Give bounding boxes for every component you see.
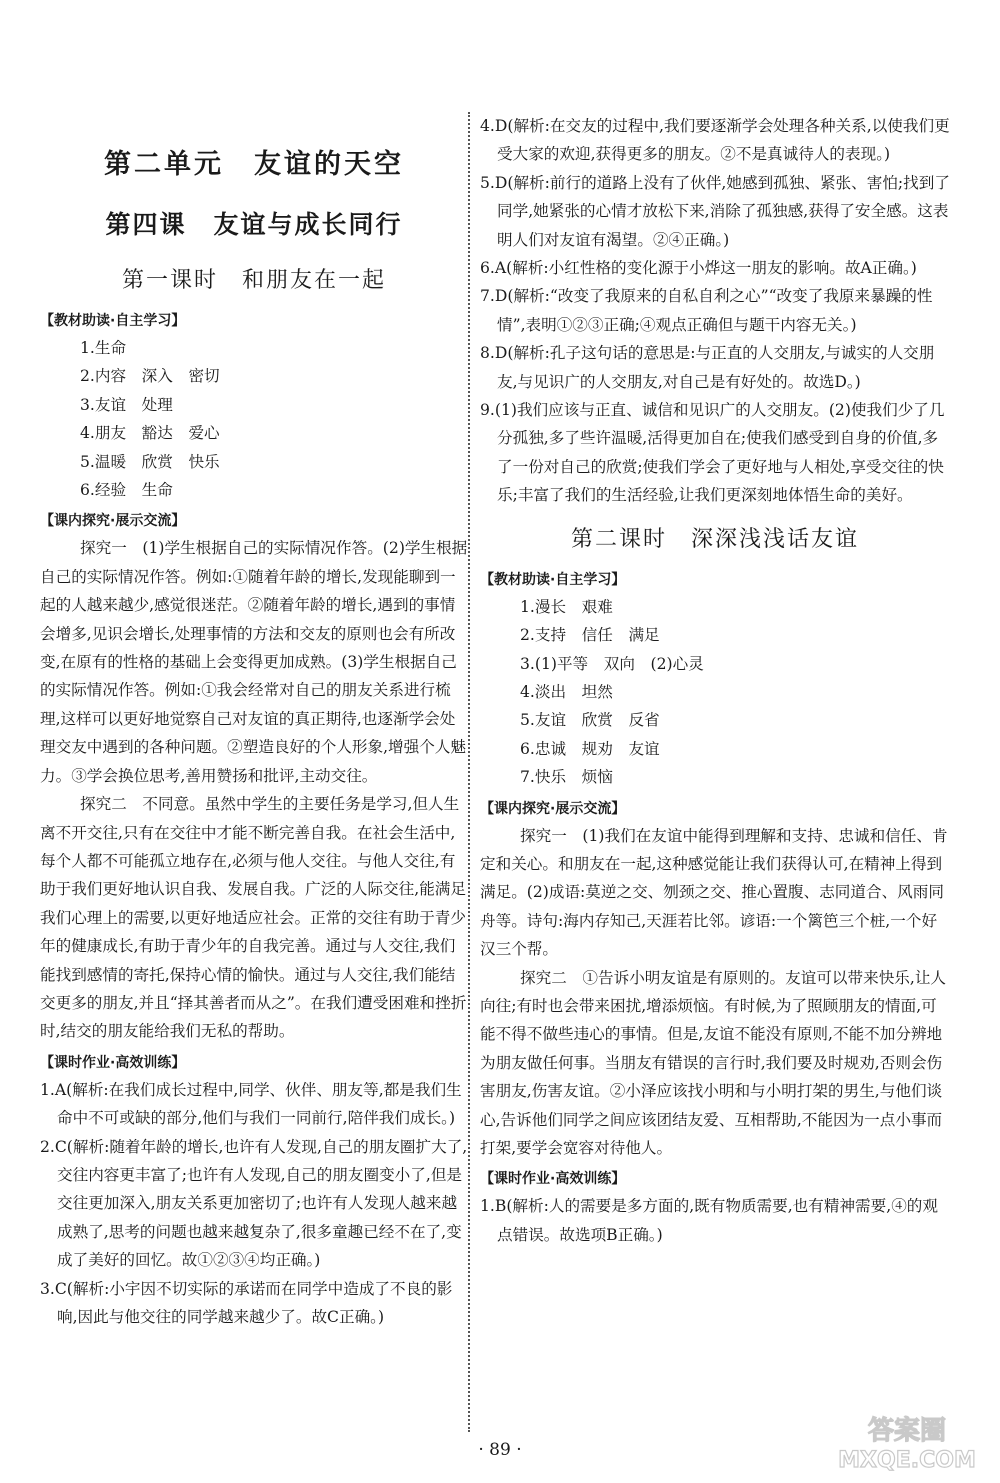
list-item: 7.快乐 烦恼 xyxy=(520,768,613,787)
list-item: 5.友谊 欣赏 反省 xyxy=(520,711,660,730)
answer-item: 6.A(解析:小红性格的变化源于小烨这一朋友的影响。故A正确。) xyxy=(480,259,917,278)
period2-tanjiu2 xyxy=(480,964,950,1163)
answer-item: 5.D(解析:前行的道路上没有了伙伴,她感到孤独、紧张、害怕;找到了同学,她紧张的心情才放松下来,消除了孤独感,获得了安全感。这表明人们对友谊有渴望。②④正确。) xyxy=(480,173,950,249)
period1-tanjiu2 xyxy=(40,790,468,1046)
right-column xyxy=(480,112,950,1249)
tanjiu-text: (1)我们在友谊中能得到理解和支持、忠诚和信任、肯定和关心。和朋友在一起,这种感觉能让我们获得认可,在精神上得到满足。(2)成语:莫逆之交、刎颈之交、推心置腹、志同道合、风雨同舟等。诗句:海内存知己,天涯若比邻。谚语:一个篱笆三个桩,一个好汉三个帮。 xyxy=(480,826,948,959)
tanjiu-label: 探究二 xyxy=(80,795,127,814)
watermark-bottom-text: MXQE.COM xyxy=(838,1448,976,1473)
watermark-logo xyxy=(832,1411,982,1473)
list-item: 6.忠诚 规劝 友谊 xyxy=(520,739,660,758)
column-divider xyxy=(468,112,470,1432)
period1-title: 第一课时 和朋友在一起 xyxy=(121,268,386,293)
page-number: · 89 · xyxy=(478,1440,522,1460)
answer-item: 4.D(解析:在交友的过程中,我们要逐渐学会处理各种关系,以使我们更受大家的欢迎,获得更多的朋友。②不是真诚待人的表现。) xyxy=(480,117,950,164)
list-item: 3.(1)平等 双向 (2)心灵 xyxy=(520,654,704,673)
list-item: 1.生命 xyxy=(80,339,127,357)
tanjiu-text: (1)学生根据自己的实际情况作答。(2)学生根据自己的实际情况作答。例如:①随着年龄的增长,发现能聊到一起的人越来越少,感觉很迷茫。②随着年龄的增长,遇到的事情会增多,见识会增长,处理事情的方法和交友的原则也会有所改变,在原有的性格的基础上会变得更加成熟。(3)学生根据自己的实际情况作答。例如:①我会经常对自己的朋友关系进行梳理,这样可以更好地觉察自己对友谊的真正期待,也逐渐学会处理交友中遇到的各种问题。②塑造良好的个人形象,增强个人魅力。③学会换位思考,善用赞扬和批评,主动交往。 xyxy=(40,539,468,785)
period2-section-reading-head: 【教材助读·自主学习】 xyxy=(480,571,626,588)
list-item: 6.经验 生命 xyxy=(80,481,173,500)
answer-item: 3.C(解析:小宇因不切实际的承诺而在同学中造成了不良的影响,因此与他交往的同学越来越少了。故C正确。) xyxy=(40,1279,453,1326)
list-item: 4.淡出 坦然 xyxy=(520,682,613,701)
period2-tanjiu1 xyxy=(480,822,950,964)
period2-title: 第二课时 深深浅浅话友谊 xyxy=(570,526,859,552)
list-item: 3.友谊 处理 xyxy=(80,395,173,414)
tanjiu-text: 不同意。虽然中学生的主要任务是学习,但人生离不开交往,只有在交往中才能不断完善自我。在社会生活中,每个人都不可能孤立地存在,必须与他人交往。与他人交往,有助于我们更好地认识自我、发展自我。广泛的人际交往,能满足我们心理上的需要,以更好地适应社会。正常的交往有助于青少年的健康成长,有助于青少年的自我完善。通过与人交往,我们能找到感情的寄托,保持心情的愉快。通过与人交往,我们能结交更多的朋友,并且“择其善者而从之”。在我们遭受困难和挫折时,结交的朋友能给我们无私的帮助。 xyxy=(40,795,467,1041)
list-item: 2.内容 深入 密切 xyxy=(80,367,220,386)
list-item: 4.朋友 豁达 爱心 xyxy=(80,424,220,443)
list-item: 1.漫长 艰难 xyxy=(520,597,613,616)
list-item: 5.温暖 欣赏 快乐 xyxy=(80,452,220,471)
period1-reading-list xyxy=(40,334,468,504)
tanjiu-label: 探究二 xyxy=(520,968,567,987)
period2-section-homework-head: 【课时作业·高效训练】 xyxy=(480,1171,626,1188)
period1-tanjiu1 xyxy=(40,534,468,790)
period2-section-explore-head: 【课内探究·展示交流】 xyxy=(480,800,626,817)
period1-section-reading-head: 【教材助读·自主学习】 xyxy=(40,313,186,329)
lesson-title: 第四课 友谊与成长同行 xyxy=(105,210,403,239)
answer-item: 1.A(解析:在我们成长过程中,同学、伙伴、朋友等,都是我们生命中不可或缺的部分,他们与我们一同前行,陪伴我们成长。) xyxy=(40,1080,462,1128)
unit-title: 第二单元 友谊的天空 xyxy=(104,149,404,180)
answer-item: 8.D(解析:孔子这句话的意思是:与正直的人交朋友,与诚实的人交朋友,与见识广的人交朋友,对自己是有好处的。故选D。) xyxy=(480,344,935,391)
left-column xyxy=(40,112,468,1331)
tanjiu-text: ①告诉小明友谊是有原则的。友谊可以带来快乐,让人向往;有时也会带来困扰,增添烦恼。有时候,为了照顾朋友的情面,可能不得不做些违心的事情。但是,友谊不能没有原则,不能不加分辨地为朋友做任何事。当朋友有错误的言行时,我们要及时规劝,否则会伤害朋友,伤害友谊。②小泽应该找小明和与小明打架的男生,与他们谈心,告诉他们同学之间应该团结友爱、互相帮助,不能因为一点小事而打架,要学会宽容对待他人。 xyxy=(480,968,947,1157)
watermark-top-text: 答案圈 xyxy=(867,1416,947,1446)
period1-section-explore-head: 【课内探究·展示交流】 xyxy=(40,513,186,530)
tanjiu-label: 探究一 xyxy=(520,826,567,845)
answer-item: 9.(1)我们应该与正直、诚信和见识广的人交朋友。(2)使我们少了几分孤独,多了些许温暖,活得更加自在;使我们感受到自身的价值,多了一份对自己的欣赏;使我们学会了更好地与人相处,享受交往的快乐;丰富了我们的生活经验,让我们更深刻地体悟生命的美好。 xyxy=(480,401,945,505)
answer-item: 1.B(解析:人的需要是多方面的,既有物质需要,也有精神需要,④的观点错误。故选项B正确。) xyxy=(480,1197,938,1244)
list-item: 2.支持 信任 满足 xyxy=(520,626,660,645)
answer-item: 2.C(解析:随着年龄的增长,也许有人发现,自己的朋友圈扩大了,交往内容更丰富了;也许有人发现,自己的朋友圈变小了,但是交往更加深入,朋友关系更加密切了;也许有人发现人越来越成熟了,思考的问题也越来越复杂了,很多童趣已经不在了,变成了美好的回忆。故①②③④均正确。) xyxy=(40,1137,468,1270)
answer-item: 7.D(解析:“改变了我原来的自私自利之心”“改变了我原来暴躁的性情”,表明①②③正确;④观点正确但与题干内容无关。) xyxy=(480,287,933,334)
period2-reading-list xyxy=(480,593,950,792)
period1-section-homework-head: 【课时作业·高效训练】 xyxy=(40,1054,186,1071)
tanjiu-label: 探究一 xyxy=(80,539,127,558)
